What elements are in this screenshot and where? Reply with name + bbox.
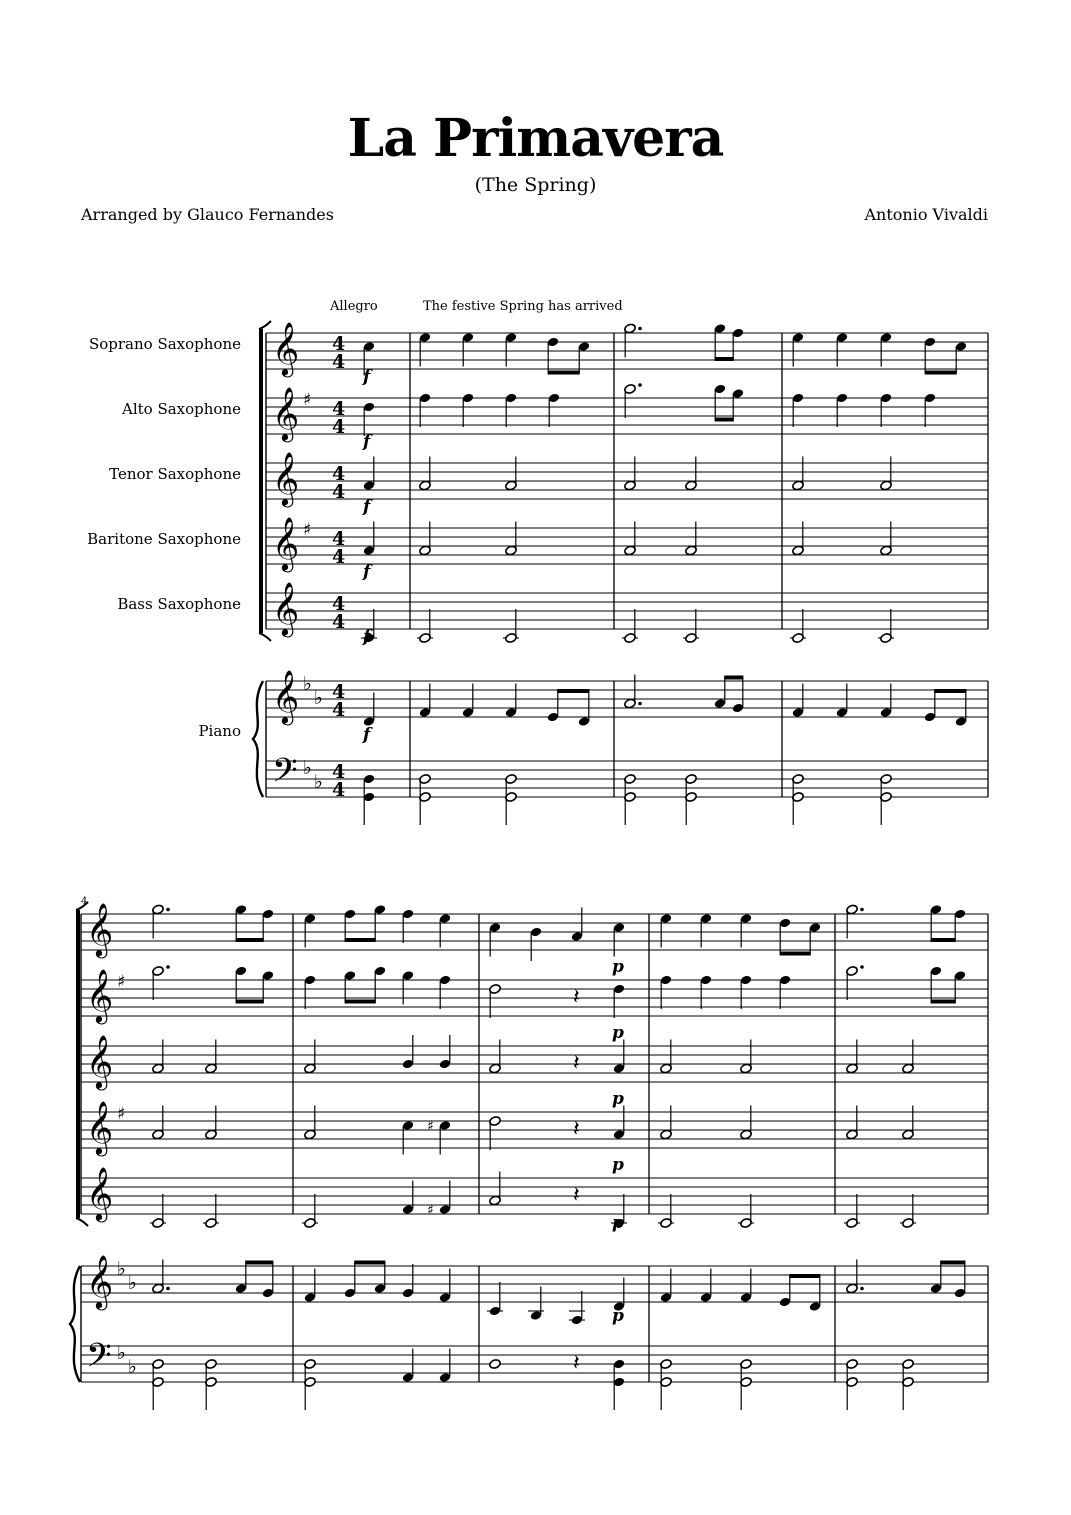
- score-title: La Primavera: [347, 108, 724, 169]
- augmentation-dot: [638, 383, 642, 387]
- instrument-label-piano: Piano: [198, 722, 241, 740]
- time-signature-top: 4: [332, 333, 346, 355]
- time-signature-bottom: 4: [332, 481, 346, 503]
- treble-clef: 𝄞: [272, 451, 300, 505]
- treble-clef: 𝄞: [86, 902, 114, 956]
- time-signature-bottom: 4: [332, 611, 346, 633]
- expression-text: The festive Spring has arrived: [423, 299, 623, 314]
- quarter-rest: 𝄽: [573, 1183, 580, 1208]
- instrument-label-baritone: Baritone Saxophone: [87, 530, 241, 548]
- key-flat: ♭: [314, 771, 323, 793]
- treble-clef: 𝄞: [272, 516, 300, 570]
- dynamic-marking: p: [612, 1213, 624, 1233]
- staff-bracket: [76, 910, 80, 1218]
- augmentation-dot: [860, 908, 864, 912]
- key-sharp: ♯: [303, 520, 312, 540]
- key-flat: ♭: [303, 757, 312, 779]
- key-sharp: ♯: [303, 390, 312, 410]
- dynamic-marking: f: [363, 562, 371, 582]
- dynamic-marking: f: [363, 432, 371, 452]
- treble-clef: 𝄞: [272, 581, 300, 635]
- augmentation-dot: [166, 908, 170, 912]
- time-signature-top: 4: [332, 681, 346, 703]
- augmentation-dot: [166, 1287, 170, 1291]
- dynamic-marking: p: [612, 1155, 624, 1175]
- treble-clef: 𝄞: [86, 968, 114, 1022]
- instrument-label-tenor: Tenor Saxophone: [109, 465, 241, 483]
- time-signature-bottom: 4: [332, 416, 346, 438]
- treble-clef: 𝄞: [86, 1034, 114, 1088]
- dynamic-marking: f: [363, 367, 371, 387]
- key-flat: ♭: [128, 1356, 137, 1378]
- score-subtitle: (The Spring): [474, 174, 597, 196]
- piano-brace: [70, 1266, 80, 1382]
- key-sharp: ♯: [117, 972, 126, 992]
- quarter-rest: 𝄽: [573, 985, 580, 1010]
- bracket-hook: [259, 633, 271, 641]
- dynamic-marking: f: [363, 627, 371, 647]
- treble-clef: 𝄞: [86, 1254, 114, 1308]
- bracket-hook: [259, 321, 271, 329]
- dynamic-marking: f: [363, 725, 371, 745]
- quarter-rest: 𝄽: [573, 1351, 580, 1376]
- time-signature-bottom: 4: [332, 351, 346, 373]
- key-flat: ♭: [117, 1258, 126, 1280]
- tempo-marking: Allegro: [330, 299, 378, 314]
- composer-credit: Antonio Vivaldi: [864, 205, 988, 224]
- treble-clef: 𝄞: [272, 321, 300, 375]
- key-sharp: ♯: [117, 1104, 126, 1124]
- dynamic-marking: f: [363, 497, 371, 517]
- augmentation-dot: [638, 327, 642, 331]
- time-signature-bottom: 4: [332, 779, 346, 801]
- measure-number: 4: [81, 896, 88, 907]
- augmentation-dot: [860, 965, 864, 969]
- dynamic-marking: p: [612, 1306, 624, 1326]
- staff-bracket: [259, 329, 263, 633]
- instrument-label-bass: Bass Saxophone: [117, 595, 241, 613]
- treble-clef: 𝄞: [272, 669, 300, 723]
- time-signature-top: 4: [332, 761, 346, 783]
- key-flat: ♭: [303, 673, 312, 695]
- accidental-sharp: ♯: [427, 1118, 434, 1135]
- time-signature-top: 4: [332, 593, 346, 615]
- dynamic-marking: p: [612, 1023, 624, 1043]
- notehead-open: [489, 1359, 502, 1370]
- quarter-rest: 𝄽: [573, 1117, 580, 1142]
- dynamic-marking: p: [612, 957, 624, 977]
- piano-brace: [253, 681, 263, 797]
- bass-clef: 𝄢: [86, 1337, 112, 1383]
- key-flat: ♭: [117, 1342, 126, 1364]
- time-signature-bottom: 4: [332, 699, 346, 721]
- treble-clef: 𝄞: [272, 386, 300, 440]
- key-flat: ♭: [128, 1272, 137, 1294]
- time-signature-bottom: 4: [332, 546, 346, 568]
- arranger-credit: Arranged by Glauco Fernandes: [81, 205, 334, 224]
- time-signature-top: 4: [332, 398, 346, 420]
- augmentation-dot: [638, 702, 642, 706]
- treble-clef: 𝄞: [86, 1166, 114, 1220]
- instrument-label-soprano: Soprano Saxophone: [88, 335, 241, 353]
- bass-clef: 𝄢: [272, 752, 298, 798]
- dynamic-marking: p: [612, 1089, 624, 1109]
- key-flat: ♭: [314, 687, 323, 709]
- quarter-rest: 𝄽: [573, 1051, 580, 1076]
- instrument-label-alto: Alto Saxophone: [122, 400, 241, 418]
- accidental-sharp: ♯: [427, 1202, 434, 1219]
- augmentation-dot: [166, 965, 170, 969]
- time-signature-top: 4: [332, 463, 346, 485]
- treble-clef: 𝄞: [86, 1100, 114, 1154]
- time-signature-top: 4: [332, 528, 346, 550]
- augmentation-dot: [860, 1287, 864, 1291]
